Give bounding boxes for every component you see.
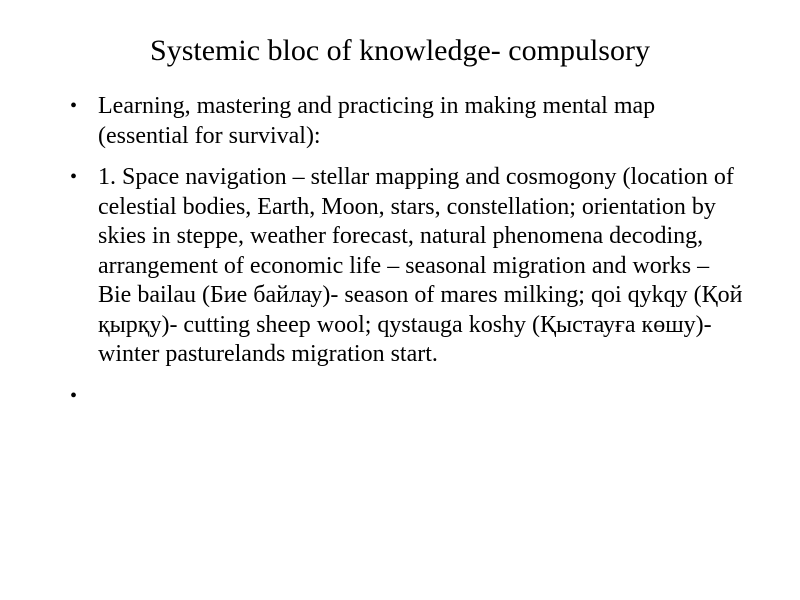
bullet-icon: • xyxy=(70,384,78,407)
bullet-icon: • xyxy=(70,166,78,188)
bullet-item-2 xyxy=(70,163,748,370)
bullet-icon: • xyxy=(70,95,78,117)
bullet-list xyxy=(70,92,748,407)
bullet-text: Learning, mastering and practicing in making mental map (essential for survival): xyxy=(98,93,656,149)
bullet-item-1 xyxy=(70,92,748,151)
slide-title: Systemic bloc of knowledge- compulsory xyxy=(150,34,650,67)
bullet-text: 1. Space navigation – stellar mapping and cosmogony (location of celestial bodies, Earth, Moon, stars, constellation; orientation by skies in steppe, weather forecast, natural phenomena decoding, arrangement of economic life – seasonal migration and works – Bie bailau (Бие байлау)- season of mares milking; qoi qykqy (Қой қырқу)- cutting sheep wool; qystauga koshy (Қыстауға көшу)- winter pasturelands migration start. xyxy=(98,164,743,367)
